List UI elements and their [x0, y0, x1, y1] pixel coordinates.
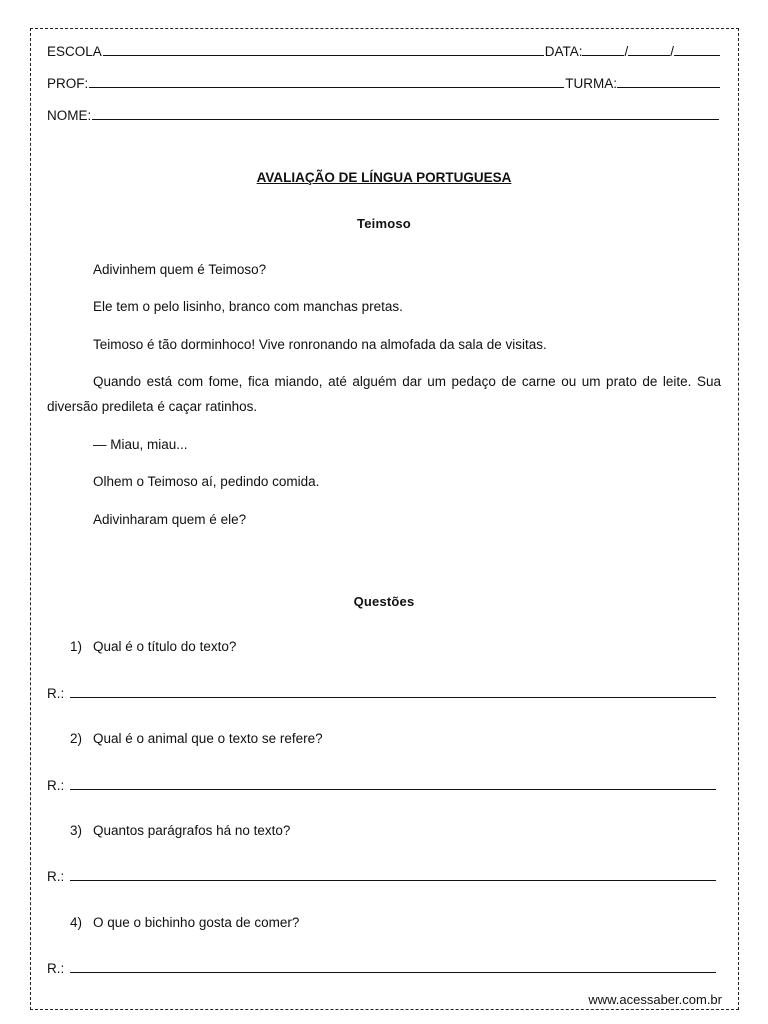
- page-title: AVALIAÇÃO DE LÍNGUA PORTUGUESA: [256, 170, 512, 185]
- date-separator: /: [624, 44, 629, 59]
- paragraph: — Miau, miau...: [93, 437, 188, 452]
- answer-field[interactable]: [70, 686, 716, 698]
- answer-field[interactable]: [70, 961, 716, 973]
- name-field[interactable]: [92, 108, 719, 120]
- class-label: TURMA:: [565, 76, 617, 91]
- answer-row: [47, 869, 720, 884]
- question-item: [70, 915, 299, 930]
- question-item: [70, 639, 236, 654]
- school-label: ESCOLA: [47, 44, 102, 59]
- date-day-field[interactable]: [582, 44, 624, 56]
- name-label: NOME:: [47, 108, 92, 123]
- question-number: 2): [70, 731, 83, 746]
- school-field[interactable]: [103, 44, 544, 56]
- answer-row: [47, 961, 720, 976]
- answer-field[interactable]: [70, 778, 716, 790]
- question-number: 3): [70, 823, 83, 838]
- paragraph: Olhem o Teimoso aí, pedindo comida.: [93, 474, 320, 489]
- answer-row: [47, 686, 720, 701]
- question-item: [70, 823, 290, 838]
- questions-title: Questões: [353, 594, 415, 609]
- school-row: [47, 44, 720, 59]
- paragraph: Quando está com fome, fica miando, até alguém dar um pedaço de carne ou um prato de leite. Sua diversão predileta é caçar ratinhos.: [47, 374, 721, 414]
- paragraph: Ele tem o pelo lisinho, branco com manchas pretas.: [93, 299, 403, 314]
- footer-website: www.acessaber.com.br: [588, 992, 722, 1007]
- answer-field[interactable]: [70, 869, 716, 881]
- name-row: [47, 108, 720, 123]
- answer-label: R.:: [47, 778, 65, 793]
- question-text: Quantos parágrafos há no texto?: [93, 823, 291, 838]
- prof-row: [47, 76, 720, 91]
- paragraph: Adivinharam quem é ele?: [93, 512, 247, 527]
- date-year-field[interactable]: [674, 44, 720, 56]
- date-separator: /: [670, 44, 674, 59]
- answer-row: [47, 778, 720, 793]
- question-text: O que o bichinho gosta de comer?: [93, 915, 300, 930]
- question-number: 1): [70, 639, 83, 654]
- prof-label: PROF:: [47, 76, 89, 91]
- paragraph: Adivinhem quem é Teimoso?: [93, 262, 267, 277]
- paragraph: Teimoso é tão dorminhoco! Vive ronronando na almofada da sala de visitas.: [93, 337, 547, 352]
- question-number: 4): [70, 915, 83, 930]
- answer-label: R.:: [47, 869, 65, 884]
- date-label: DATA:: [544, 44, 583, 59]
- question-text: Qual é o animal que o texto se refere?: [93, 731, 323, 746]
- question-item: [70, 731, 323, 746]
- answer-label: R.:: [47, 686, 65, 701]
- class-field[interactable]: [617, 76, 720, 88]
- answer-label: R.:: [47, 961, 65, 976]
- text-title: Teimoso: [357, 216, 411, 231]
- prof-field[interactable]: [89, 76, 564, 88]
- question-text: Qual é o título do texto?: [93, 639, 237, 654]
- date-month-field[interactable]: [628, 44, 670, 56]
